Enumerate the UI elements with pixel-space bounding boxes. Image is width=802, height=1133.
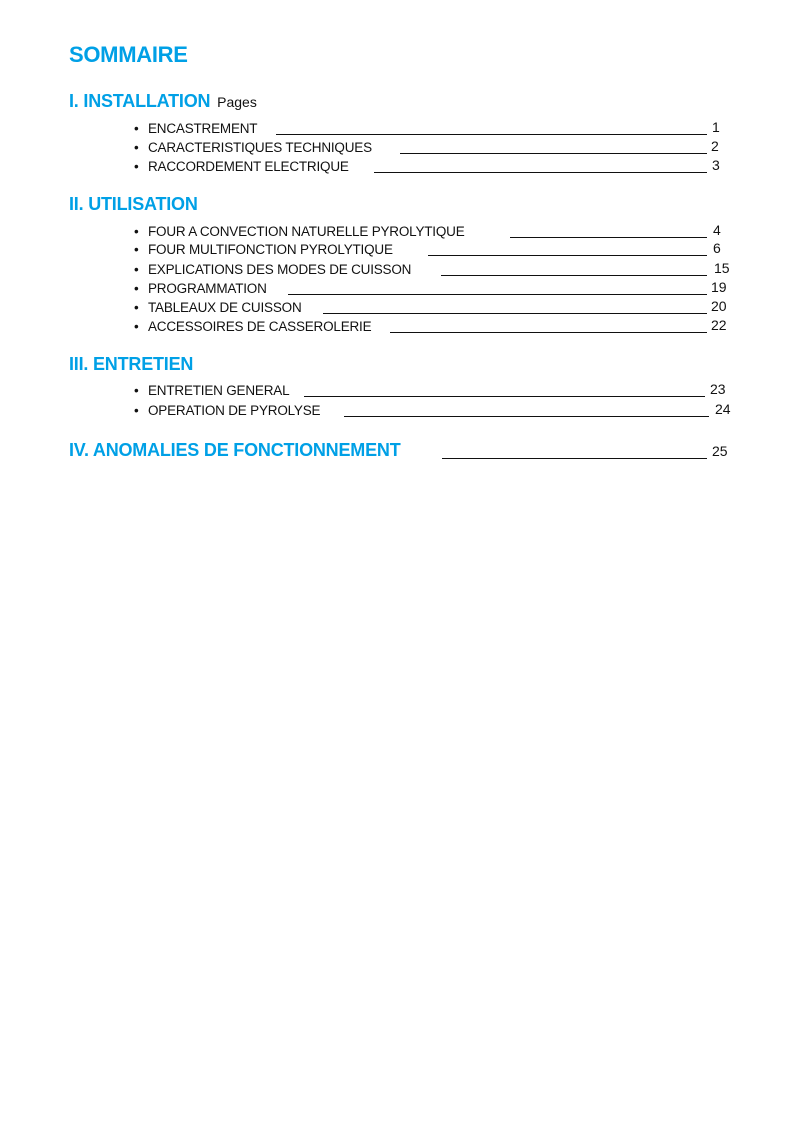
toc-entry-label: PROGRAMMATION: [148, 281, 267, 296]
toc-page-number: 25: [712, 443, 728, 459]
toc-page-number: 4: [713, 222, 721, 238]
dot-leader: [323, 313, 707, 314]
bullet-icon: •: [134, 319, 139, 334]
toc-entry-label: ENCASTREMENT: [148, 121, 258, 136]
toc-entry-four-multifonction[interactable]: [134, 239, 393, 257]
bullet-icon: •: [134, 242, 139, 257]
dot-leader: [441, 275, 707, 276]
toc-entry-label: ACCESSOIRES DE CASSEROLERIE: [148, 319, 372, 334]
section-title-utilisation: II. UTILISATION: [69, 194, 198, 214]
bullet-icon: •: [134, 403, 139, 418]
toc-entry-programmation[interactable]: [134, 278, 267, 296]
toc-entry-tableaux-cuisson[interactable]: [134, 297, 302, 315]
toc-entry-label: ENTRETIEN GENERAL: [148, 383, 290, 398]
toc-page-number: 1: [712, 119, 720, 135]
dot-leader: [344, 416, 709, 417]
toc-page-number: 22: [711, 317, 727, 333]
toc-page-number: 6: [713, 240, 721, 256]
toc-entry-label: FOUR MULTIFONCTION PYROLYTIQUE: [148, 242, 393, 257]
bullet-icon: •: [134, 281, 139, 296]
dot-leader: [510, 237, 707, 238]
toc-entry-operation-pyrolyse[interactable]: [134, 400, 320, 418]
bullet-icon: •: [134, 383, 139, 398]
dot-leader: [390, 332, 707, 333]
dot-leader: [374, 172, 707, 173]
toc-entry-four-convection[interactable]: [134, 221, 465, 239]
toc-entry-label: OPERATION DE PYROLYSE: [148, 403, 321, 418]
toc-entry-encastrement[interactable]: [134, 118, 257, 136]
toc-page-number: 24: [715, 401, 731, 417]
toc-entry-explications-modes[interactable]: [134, 259, 411, 277]
toc-entry-accessoires-casserolerie[interactable]: [134, 316, 371, 334]
dot-leader: [288, 294, 707, 295]
bullet-icon: •: [134, 224, 139, 239]
dot-leader: [400, 153, 707, 154]
toc-page-number: 20: [711, 298, 727, 314]
section-title-text: I. INSTALLATION: [69, 91, 211, 111]
pages-column-label: Pages: [217, 94, 257, 110]
toc-entry-raccordement-electrique[interactable]: [134, 156, 349, 174]
bullet-icon: •: [134, 300, 139, 315]
section-title-anomalies[interactable]: IV. ANOMALIES DE FONCTIONNEMENT: [69, 440, 401, 460]
dot-leader: [276, 134, 707, 135]
toc-page-number: 23: [710, 381, 726, 397]
toc-entry-label: FOUR A CONVECTION NATURELLE PYROLYTIQUE: [148, 224, 465, 239]
dot-leader: [428, 255, 707, 256]
toc-entry-entretien-general[interactable]: [134, 380, 289, 398]
toc-page-number: 2: [711, 138, 719, 154]
toc-entry-label: TABLEAUX DE CUISSON: [148, 300, 302, 315]
toc-entry-caracteristiques-techniques[interactable]: [134, 137, 372, 155]
toc-entry-label: EXPLICATIONS DES MODES DE CUISSON: [148, 262, 412, 277]
page-title: SOMMAIRE: [69, 42, 188, 67]
section-title-entretien: III. ENTRETIEN: [69, 354, 194, 374]
bullet-icon: •: [134, 262, 139, 277]
bullet-icon: •: [134, 159, 139, 174]
toc-page-number: 15: [714, 260, 730, 276]
bullet-icon: •: [134, 121, 139, 136]
bullet-icon: •: [134, 140, 139, 155]
section-title-installation: [69, 91, 257, 112]
toc-entry-label: RACCORDEMENT ELECTRIQUE: [148, 159, 349, 174]
toc-page-number: 3: [712, 157, 720, 173]
toc-entry-label: CARACTERISTIQUES TECHNIQUES: [148, 140, 372, 155]
dot-leader: [442, 458, 707, 459]
toc-page-number: 19: [711, 279, 727, 295]
dot-leader: [304, 396, 705, 397]
